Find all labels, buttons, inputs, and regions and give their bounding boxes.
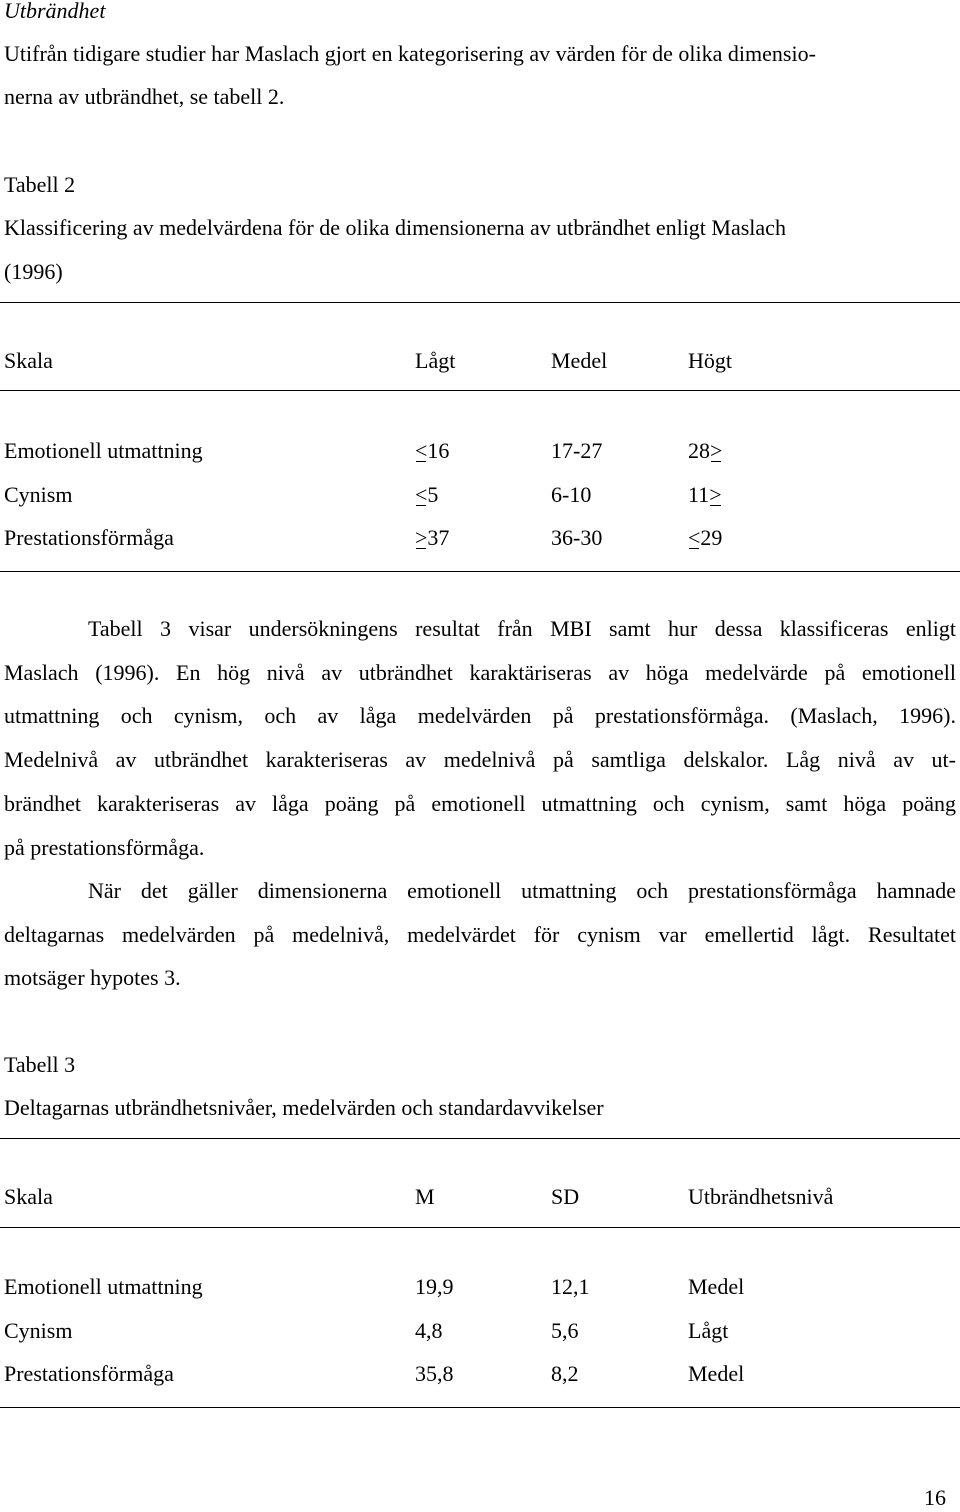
table2-caption-line-1: Klassificering av medelvärdena för de olika dimensionerna av utbrändhet enligt Maslach [4, 215, 786, 240]
paragraph-line: deltagarnas medelvärden på medelnivå, medelvärdet för cynism var emellertid lågt. Resultatet [4, 921, 956, 947]
table2-row2-medel: 6-10 [551, 482, 592, 507]
table2-row3-lagt: > 37 [415, 525, 450, 550]
paragraph-line: Medelnivå av utbrändhet karakteriseras av medelnivå på samtliga delskalor. Låg nivå av ut- [4, 747, 956, 773]
page-number: 16 [924, 1485, 946, 1510]
table2-row1-lagt: < 16 [415, 438, 450, 463]
greater-or-equal-symbol: > [709, 482, 722, 507]
greater-or-equal-symbol: > [710, 438, 723, 463]
table3-row3-m: 35,8 [415, 1361, 454, 1386]
table3-row2-sd: 5,6 [551, 1318, 579, 1343]
paragraph-line: Tabell 3 visar undersökningens resultat från MBI samt hur dessa klassificeras enligt [88, 616, 956, 641]
table3-row3-sd: 8,2 [551, 1361, 579, 1386]
table2-row2-hogt: 11> [688, 482, 722, 507]
table3-row2-m: 4,8 [415, 1318, 443, 1343]
table3-row2-skala: Cynism [4, 1318, 73, 1343]
paragraph-line: brändhet karakteriseras av låga poäng på emotionell utmattning och cynism, samt höga poäng [4, 790, 956, 816]
less-or-equal-symbol: < [688, 525, 701, 550]
table2-row1-medel: 17-27 [551, 438, 603, 463]
intro-line-1: Utifrån tidigare studier har Maslach gjort en kategorisering av värden för de olika dimensio- [4, 41, 816, 66]
table3-header-niva: Utbrändhetsnivå [688, 1184, 834, 1209]
table3-bottom-rule [0, 1407, 960, 1408]
table2-row2-skala: Cynism [4, 482, 73, 507]
table3-row2-niva: Lågt [688, 1318, 729, 1343]
table2-row3-skala: Prestationsförmåga [4, 525, 174, 550]
intro-line-2: nerna av utbrändhet, se tabell 2. [4, 84, 285, 109]
paragraph-line: När det gäller dimensionerna emotionell utmattning och prestationsförmåga hamnade [88, 878, 956, 903]
paragraph-line: på prestationsförmåga. [4, 834, 205, 860]
table2-header-rule [0, 390, 960, 391]
table2-header-skala: Skala [4, 348, 53, 373]
table3-row3-skala: Prestationsförmåga [4, 1361, 174, 1386]
table3-row1-niva: Medel [688, 1274, 745, 1299]
table3-header-rule [0, 1227, 960, 1228]
table3-row3-niva: Medel [688, 1361, 745, 1386]
paragraph-line: Maslach (1996). En hög nivå av utbrändhet karaktäriseras av höga medelvärde på emotionell [4, 659, 956, 685]
paragraph-line: motsäger hypotes 3. [4, 965, 181, 991]
body-paragraph-1 [4, 607, 956, 869]
table3-row1-m: 19,9 [415, 1274, 454, 1299]
table2-row1-skala: Emotionell utmattning [4, 438, 203, 463]
table2-row3-medel: 36-30 [551, 525, 603, 550]
table2-header-lagt: Lågt [415, 348, 456, 373]
table2-row1-hogt: 28> [688, 438, 723, 463]
table3-row1-sd: 12,1 [551, 1274, 590, 1299]
table2-header-hogt: Högt [688, 348, 732, 373]
table2-label: Tabell 2 [4, 172, 76, 197]
table3-caption: Deltagarnas utbrändhetsnivåer, medelvärden och standardavvikelser [4, 1095, 604, 1120]
table3-top-rule [0, 1138, 960, 1139]
table3-label: Tabell 3 [4, 1052, 76, 1077]
table3-row1-skala: Emotionell utmattning [4, 1274, 203, 1299]
table2-header-medel: Medel [551, 348, 608, 373]
body-paragraph-2 [4, 869, 956, 1000]
table2-row3-hogt: < 29 [688, 525, 723, 550]
table3-header-sd: SD [551, 1184, 580, 1209]
less-or-equal-symbol: < [415, 438, 428, 463]
less-or-equal-symbol: < [415, 482, 428, 507]
table2-top-rule [0, 302, 960, 303]
table2-caption-line-2: (1996) [4, 259, 63, 284]
table2-row2-lagt: < 5 [415, 482, 439, 507]
paragraph-line: utmattning och cynism, och av låga medelvärden på prestationsförmåga. (Maslach, 1996). [4, 703, 956, 729]
table3-header-skala: Skala [4, 1184, 53, 1209]
table2-bottom-rule [0, 571, 960, 572]
table3-header-m: M [415, 1184, 435, 1209]
greater-or-equal-symbol: > [415, 525, 428, 550]
section-heading: Utbrändhet [4, 0, 106, 23]
